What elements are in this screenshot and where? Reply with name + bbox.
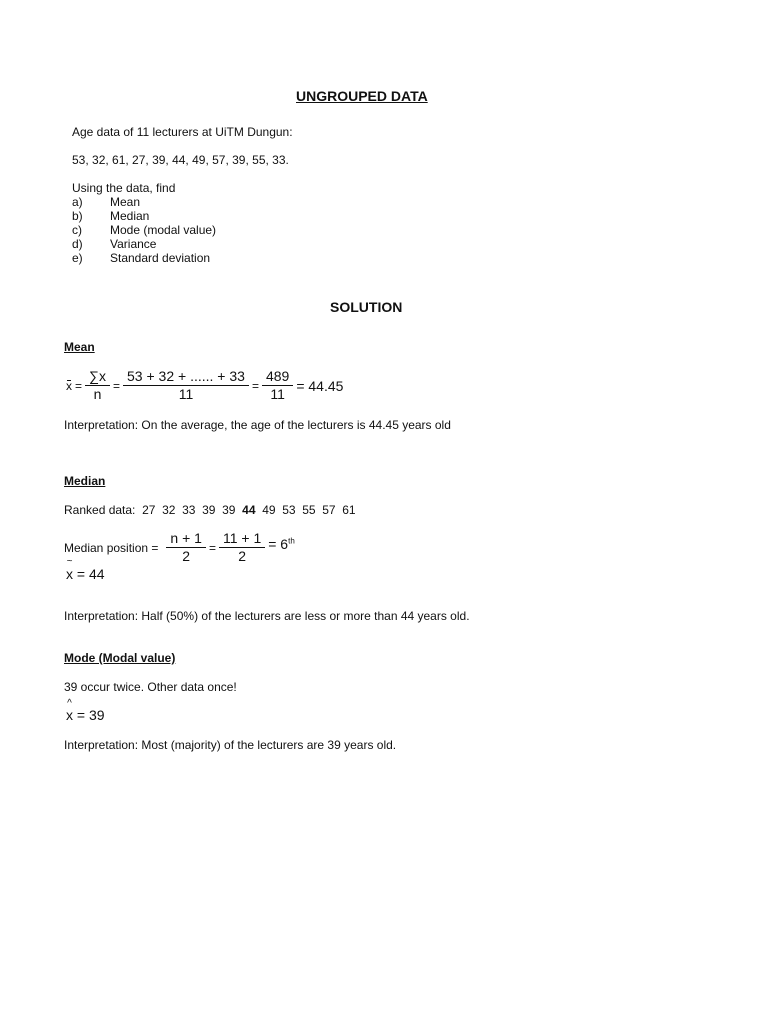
task-text: Mode (modal value) [110,223,217,237]
fraction-denominator: 11 [178,386,194,402]
median-result-line [66,566,105,582]
median-heading: Median [64,474,106,488]
mean-heading: Mean [64,340,95,354]
problem-data-line: 53, 32, 61, 27, 39, 44, 49, 57, 39, 55, 33. [72,153,289,167]
ranked-values-before: 27 32 33 39 39 [142,503,236,517]
task-text: Variance [110,237,157,251]
task-label: b) [72,209,83,223]
median-position-result [268,536,295,552]
task-item [72,251,210,265]
task-label: c) [72,223,82,237]
mean-result: = 44.45 [296,377,344,394]
mode-heading: Mode (Modal value) [64,651,176,665]
median-equals: = [208,540,216,555]
fraction-denominator: 11 [270,386,285,402]
median-interpretation: Interpretation: Half (50%) of the lecturers are less or more than 44 years old. [64,609,470,623]
mean-expanded-fraction [123,368,249,403]
mode-result-line [66,707,105,723]
task-text: Mean [110,195,141,209]
mean-equals: = [251,378,259,393]
task-text: Standard deviation [110,251,211,265]
mode-result: = 39 [76,707,105,723]
median-fraction-value [219,530,265,565]
mean-equals: = [75,378,83,393]
median-position-equation [64,530,295,565]
fraction-numerator: 11 + 1 [219,530,265,548]
task-item [72,209,149,223]
task-item [72,237,156,251]
problem-intro: Age data of 11 lecturers at UiTM Dungun: [72,125,293,139]
mean-symbol: x [66,378,72,393]
task-item [72,195,140,209]
median-position-suffix: th [288,535,295,545]
fraction-numerator: 53 + 32 + ...... + 33 [123,368,249,386]
mean-equals: = [113,378,121,393]
median-symbol: ~ x [66,566,73,582]
ranked-median-value: 44 [242,503,256,517]
task-label: e) [72,251,83,265]
fraction-numerator: ∑x [85,368,110,386]
mode-interpretation: Interpretation: Most (majority) of the lecturers are 39 years old. [64,738,397,752]
problem-instruction: Using the data, find [72,181,176,195]
ranked-label: Ranked data: [64,503,136,517]
mean-sum-fraction [85,368,110,403]
fraction-denominator: 2 [238,548,246,564]
task-label: a) [72,195,83,209]
task-text: Median [110,209,150,223]
ranked-data [64,503,356,517]
solution-heading: SOLUTION [330,299,403,315]
mode-symbol: ^ x [66,707,73,723]
ranked-values-after: 49 53 55 57 61 [262,503,356,517]
fraction-denominator: 2 [182,548,191,564]
mean-total-fraction [262,368,293,403]
task-label: d) [72,237,83,251]
page-title: UNGROUPED DATA [296,88,428,104]
mean-interpretation: Interpretation: On the average, the age of the lecturers is 44.45 years old [64,418,451,432]
median-fraction-general [166,530,206,565]
median-result: = 44 [76,566,105,582]
fraction-numerator: 489 [262,368,293,386]
task-item [72,223,216,237]
fraction-numerator: n + 1 [166,530,206,548]
mean-equation [66,368,343,403]
median-position-label: Median position = [64,540,159,555]
mode-note: 39 occur twice. Other data once! [64,680,237,694]
median-position-number: = 6 [268,535,289,552]
fraction-denominator: n [93,386,102,402]
